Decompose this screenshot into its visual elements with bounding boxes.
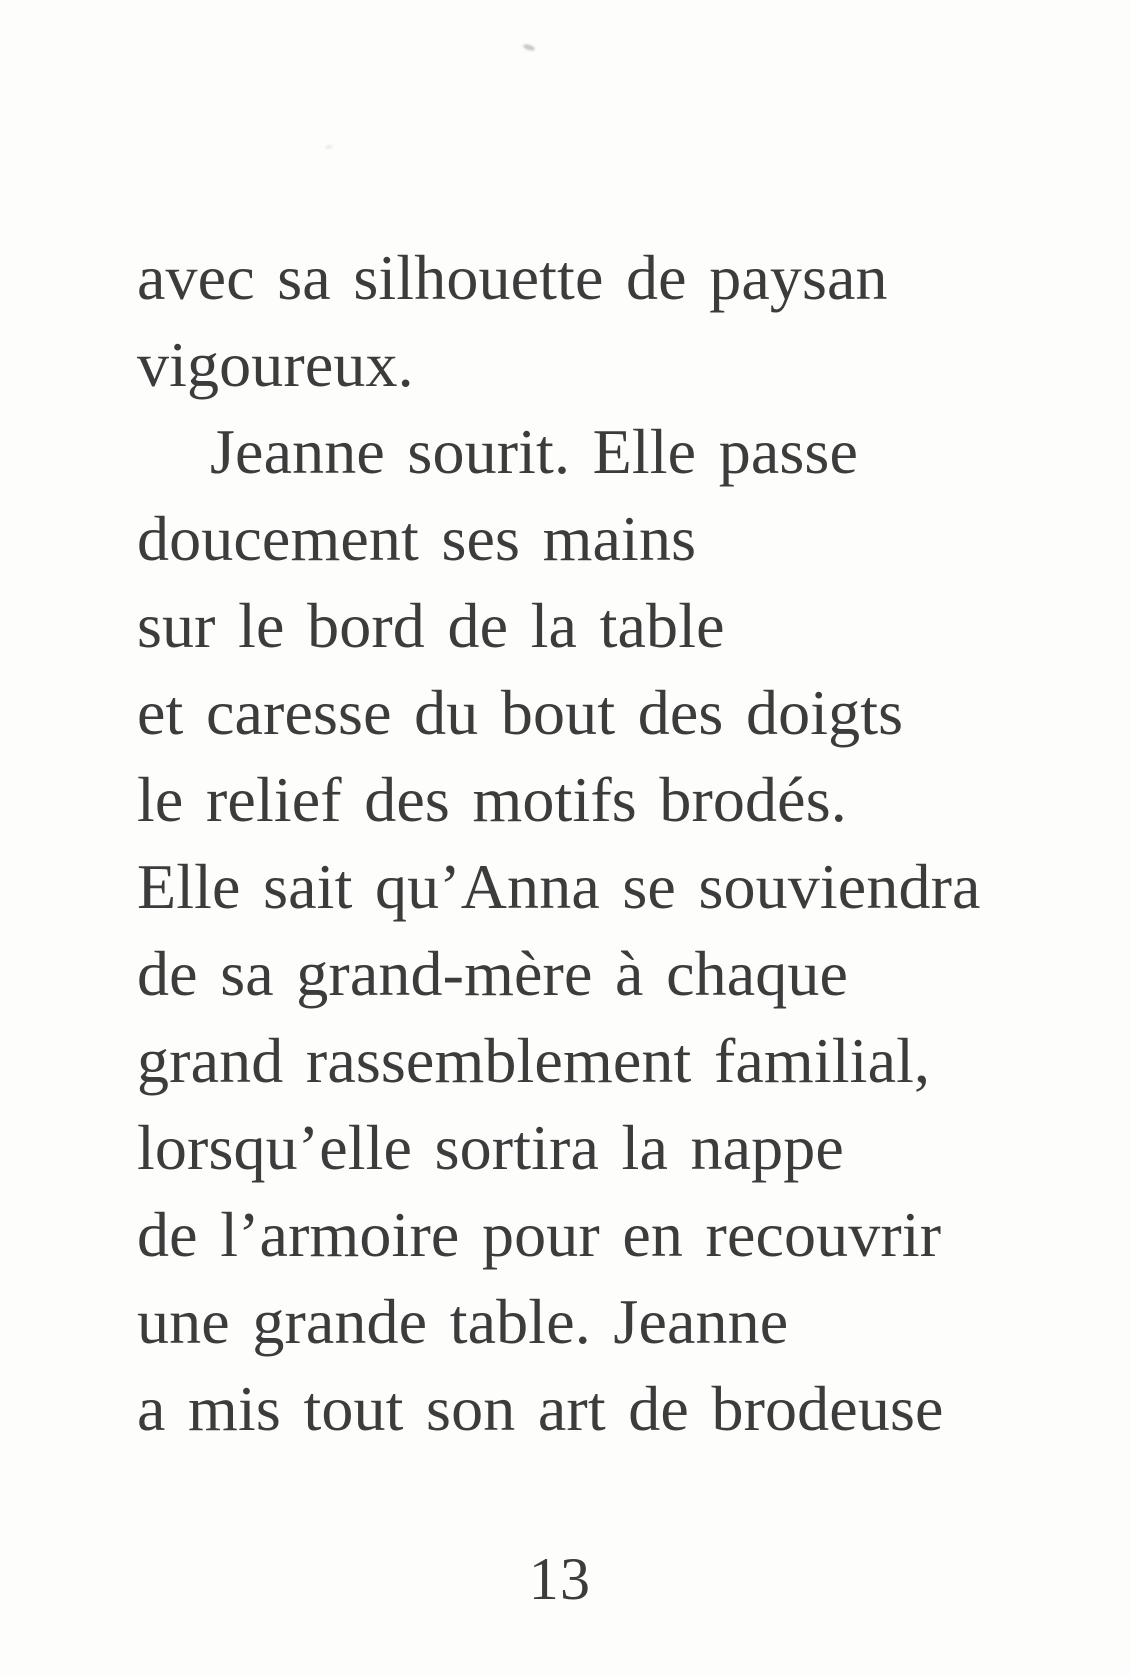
text-line: le relief des motifs brodés.	[137, 764, 847, 835]
text-line: Elle sait qu’Anna se souviendra	[137, 851, 981, 922]
text-line: de l’armoire pour en recouvrir	[137, 1199, 942, 1270]
text-line: de sa grand-mère à chaque	[137, 938, 849, 1009]
text-line: doucement ses mains	[137, 503, 697, 574]
text-line: une grande table. Jeanne	[137, 1286, 789, 1357]
text-line: sur le bord de la table	[137, 590, 725, 661]
text-line: avec sa silhouette de paysan	[137, 242, 888, 313]
text-line: Jeanne sourit. Elle passe	[210, 416, 858, 487]
text-line: a mis tout son art de brodeuse	[137, 1373, 944, 1444]
page-number: 13	[528, 1546, 592, 1612]
text-line: et caresse du bout des doigts	[137, 677, 904, 748]
page-text	[137, 0, 1091, 1452]
text-line: grand rassemblement familial,	[137, 1025, 931, 1096]
text-line: vigoureux.	[137, 329, 414, 400]
text-line: lorsqu’elle sortira la nappe	[137, 1112, 844, 1183]
